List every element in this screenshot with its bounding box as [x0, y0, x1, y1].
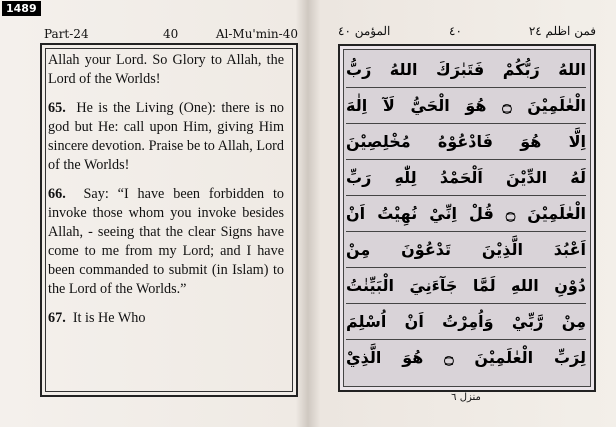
right-page-header	[336, 22, 596, 42]
paragraph-text: He is the Living (One): there is no god but He: call upon Him, giving Him sincere devotion. Praise be to Allah, Lord of the Worlds!	[48, 100, 285, 173]
right-header-surah: المؤمن ٤٠	[338, 24, 391, 38]
paragraph	[48, 51, 284, 89]
right-header-page-number: ٤٠	[449, 24, 462, 38]
arabic-line: لَهُ الدِّيْنَ اَلْحَمْدُ لِلّٰهِ رَبِّ	[346, 160, 586, 196]
arabic-line: لِرَبِّ الْعٰلَمِيْنَ ۝ هُوَ الَّذِيْ	[346, 348, 586, 367]
scan-label: 1489	[2, 1, 41, 16]
arabic-line: مِنْ رَّبِّيْ وَاُمِرْتُ اَنْ اُسْلِمَ	[346, 304, 586, 340]
left-header-part: Part-24	[44, 27, 89, 41]
paragraph	[48, 99, 284, 175]
arabic-text-block	[346, 52, 586, 375]
left-page-text	[48, 51, 284, 338]
paragraph-text: It is He Who	[72, 310, 146, 326]
left-header-surah: Al-Mu'min-40	[215, 27, 298, 41]
left-page-header	[40, 27, 298, 41]
left-header-page-number: 40	[163, 27, 179, 41]
arabic-line: اللهُ رَبُّكُمْ فَتَبٰرَكَ اللهُ رَبُّ	[346, 52, 586, 88]
right-header-part: فمن اظلم ٢٤	[528, 24, 596, 38]
paragraph	[48, 185, 284, 299]
arabic-line: دُوْنِ اللهِ لَمَّا جَآءَنِيَ الْبَيِّنٰتُ	[346, 268, 586, 304]
verse-number: 65.	[48, 100, 66, 116]
paragraph-text: Say: “I have been forbidden to invoke those whom you invoke besides Allah, - seeing that the clear Signs have come to me from my Lord; and I have been commanded to submit (in Islam) to the Lord of the Worlds.”	[48, 186, 284, 297]
arabic-line: اِلَّا هُوَ فَادْعُوْهُ مُخْلِصِيْنَ	[346, 124, 586, 160]
arabic-line: اَعْبُدَ الَّذِيْنَ تَدْعُوْنَ مِنْ	[346, 232, 586, 268]
verse-number: 66.	[48, 186, 66, 202]
paragraph	[48, 309, 284, 328]
arabic-line: الْعٰلَمِيْنَ ۝ هُوَ الْحَيُّ لَآ اِلٰهَ	[346, 88, 586, 124]
verse-number: 67.	[48, 310, 66, 326]
right-page-footer: منزل ٦	[451, 392, 481, 403]
paragraph-text: Allah your Lord. So Glory to Allah, the Lord of the Worlds!	[48, 52, 284, 87]
arabic-line: الْعٰلَمِيْنَ ۝ قُلْ اِنِّيْ نُهِيْتُ اَنْ	[346, 196, 586, 232]
